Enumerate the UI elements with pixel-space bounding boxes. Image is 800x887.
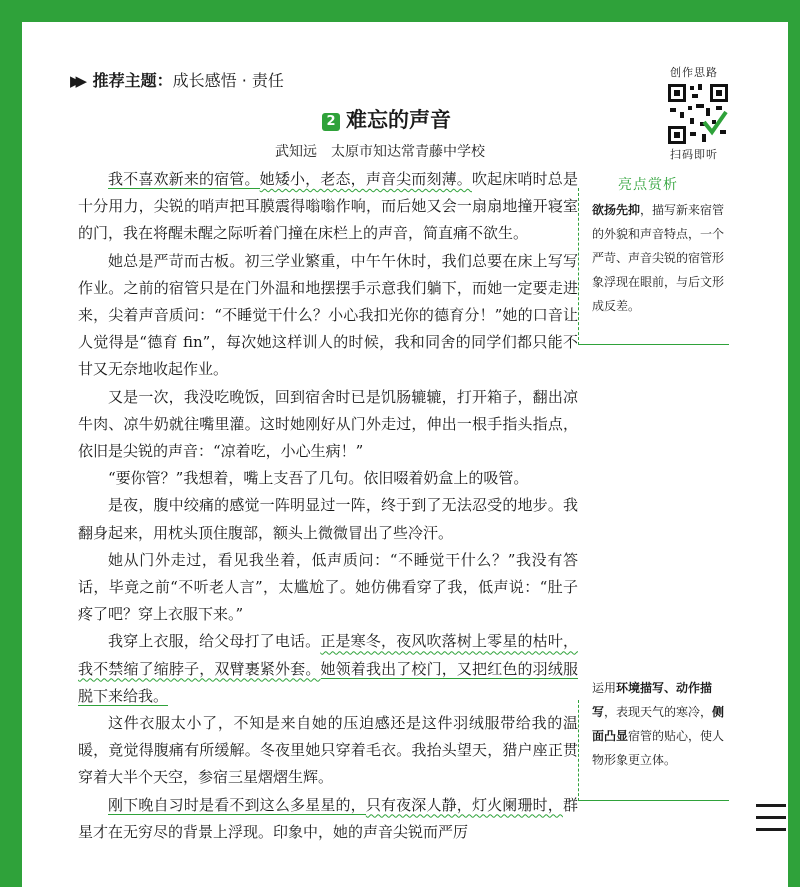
qr-label-top: 创作思路 <box>670 66 718 79</box>
article-number-badge: 2 <box>322 113 340 131</box>
underlined-sentence: 我不喜欢新来的宿管。 <box>108 170 260 188</box>
article-title-text: 难忘的声音 <box>346 108 451 132</box>
article-title <box>322 104 451 134</box>
page-border-left <box>0 0 22 887</box>
annotation-2-technique: 环境描写、动作描写 <box>592 681 713 719</box>
article-body <box>78 166 578 846</box>
paragraph-9: 刚下晚自习时是看不到这么多星星的，只有夜深人静，灯火阑珊时，群星才在无穷尽的背景上浮现。印象中，她的声音尖锐而严厉 <box>78 795 578 841</box>
wavy-underlined-sentence: 正是寒冬，夜风吹落树上零星的枯叶，我不禁缩了缩脖子，双臂裹紧外套。 <box>78 632 578 678</box>
highlights-title: 亮点赏析 <box>618 177 678 193</box>
article-byline <box>275 141 485 161</box>
recommended-topic <box>70 68 284 91</box>
annotation-2: 运用环境描写、动作描写，表现天气的寒冷，侧面凸显宿管的贴心，使人物形象更立体。 <box>592 681 725 767</box>
annotation-1-technique: 欲扬先抑 <box>592 203 641 217</box>
author-name: 武知远 <box>275 144 317 160</box>
author-school: 太原市知达常青藤中学校 <box>331 144 485 160</box>
annotation-2-effect: 侧面凸显 <box>592 705 725 743</box>
topic-label: 推荐主题： <box>92 71 173 90</box>
paragraph-2: 她总是严苛而古板。初三学业繁重，中午午休时，我们总要在床上写写作业。之前的宿管只是在门外温和地摆摆手示意我们躺下，而她一定要走进来，尖着声音质问：“不睡觉干什么？小心我扣光你的德育分！”她的口音让人觉得是“德育 fin”，每次她这样训人的时候，我和同舍的同学们都只能不甘又无奈地收起作业。 <box>78 251 578 379</box>
page-border-right <box>788 0 800 887</box>
menu-icon[interactable] <box>756 804 786 840</box>
annotation-1: 欲扬先抑，描写新来宿管的外貌和声音特点，一个严苛、声音尖锐的宿管形象浮现在眼前，与后文形成反差。 <box>592 203 725 313</box>
paragraph-4: “要你管？”我想着，嘴上支吾了几句。依旧啜着奶盒上的吸管。 <box>108 469 529 488</box>
underlined-sentence: 刚下晚自习时是看不到这么多星星的， <box>108 795 366 814</box>
paragraph-1: 我不喜欢新来的宿管。她矮小，老态，声音尖而刻薄。吹起床哨时总是十分用力，尖锐的哨声把耳膜震得嗡嗡作响，而后她又会一扇扇地撞开寝室的门，我在将醒未醒之际听着门撞在床栏上的声音，简直痛不欲生。 <box>78 170 578 243</box>
wavy-underlined-sentence: 她矮小，老态，声音尖而刻薄。 <box>259 170 472 188</box>
paragraph-7: 我穿上衣服，给父母打了电话。正是寒冬，夜风吹落树上零星的枯叶，我不禁缩了缩脖子，双臂裹紧外套。她领着我出了校门，又把红色的羽绒服脱下来给我。 <box>78 632 578 705</box>
page-border-top <box>0 0 800 22</box>
paragraph-3: 又是一次，我没吃晚饭，回到宿舍时已是饥肠辘辘，打开箱子，翻出凉牛肉、凉牛奶就往嘴里灌。这时她刚好从门外走过，伸出一根手指头指点，依旧是尖锐的声音：“凉着吃，小心生病！” <box>78 387 578 461</box>
underlined-sentence: 她领着我出了校门，又把红色的羽绒服脱下来给我。 <box>78 659 578 705</box>
qr-code-icon[interactable] <box>666 82 730 146</box>
double-arrow-icon: ▶▶ <box>70 72 82 90</box>
paragraph-6: 她从门外走过，看见我坐着，低声质问：“不睡觉干什么？”我没有答话，毕竟之前“不听老人言”，太尴尬了。她仿佛看穿了我，低声说：“肚子疼了吧？穿上衣服下来。” <box>78 550 578 624</box>
qr-label-bottom: 扫码即听 <box>670 148 718 161</box>
paragraph-8: 这件衣服太小了，不知是来自她的压迫感还是这件羽绒服带给我的温暖，竟觉得腹痛有所缓解。冬夜里她只穿着毛衣。我抬头望天，猎户座正贯穿着大半个天空，参宿三星熠熠生辉。 <box>78 714 578 787</box>
paragraph-5: 是夜，腹中绞痛的感觉一阵明显过一阵，终于到了无法忍受的地步。我翻身起来，用枕头顶住腹部，额头上微微冒出了些冷汗。 <box>78 496 578 542</box>
topic-value: 成长感悟 · 责任 <box>172 71 284 90</box>
wavy-underlined-sentence: 只有夜深人静，灯火阑珊时， <box>365 795 563 814</box>
